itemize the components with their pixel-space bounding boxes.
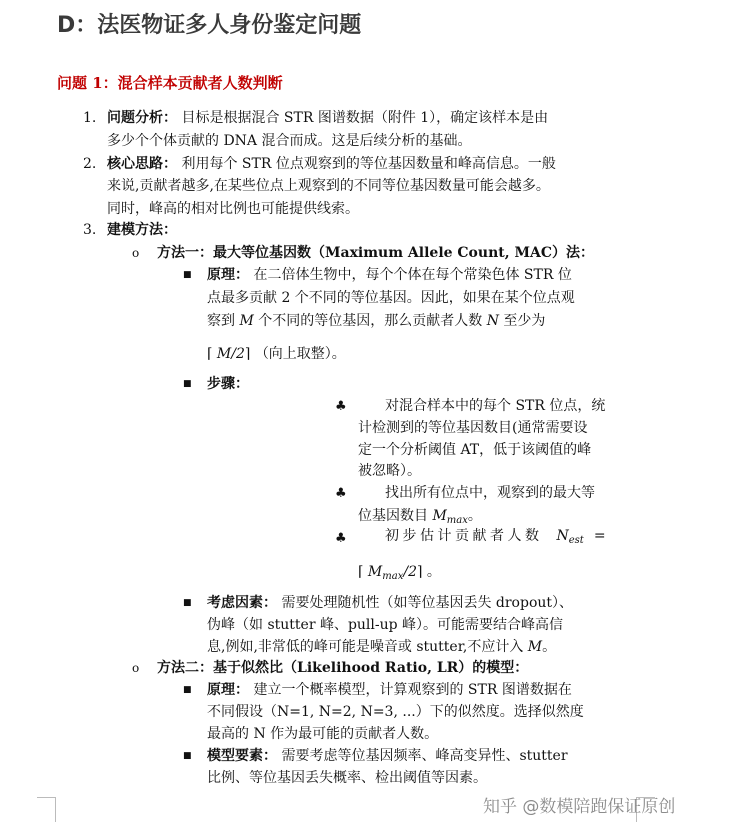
math-subscript: max (446, 515, 468, 526)
math-expr: M/2 (216, 346, 245, 362)
circle-bullet: o (132, 246, 140, 260)
principle-label: 原理： (207, 267, 249, 283)
method-1-title: 方法一：最大等位基因数（Maximum Allele Count, MAC）法： (157, 245, 594, 261)
item-2-line-2: 来说,贡献者越多,在某些位点上观察到的不同等位基因数量可能会越多。 (107, 178, 550, 194)
text: 个不同的等位基因，那么贡献者人数 (253, 313, 487, 329)
method-2-principle-line-2: 不同假设（N=1, N=2, N=3, ...）下的似然度。选择似然度 (207, 704, 584, 720)
item-2-line-3: 同时，峰高的相对比例也可能提供线索。 (107, 201, 359, 217)
watermark: 知乎 @数模陪跑保证原创 (483, 797, 676, 817)
method-2-elements-line-2: 比例、等位基因丢失概率、检出阈值等因素。 (207, 770, 487, 786)
circle-bullet: o (132, 661, 140, 675)
square-bullet-icon: ■ (183, 685, 192, 695)
math-subscript: est (568, 535, 584, 546)
page-title: D：法医物证多人身份鉴定问题 (57, 13, 362, 38)
method-2-elements-line-1 (207, 746, 568, 766)
item-1-line-2: 多少个个体贡献的 DNA 混合而成。这是后续分析的基础。 (107, 133, 472, 149)
text: 息,例如,非常低的峰可能是噪音或 stutter,不应计入 (207, 639, 528, 655)
text: 位基因数目 (358, 508, 433, 524)
text: 察到 (207, 313, 240, 329)
club-bullet-icon: ♣ (335, 531, 347, 546)
item-text: 利用每个 STR 位点观察到的等位基因数量和峰高信息。一般 (177, 156, 556, 172)
method-1-factors-line-3 (207, 637, 556, 657)
method-1-principle-line-2: 点最多贡献 2 个不同的等位基因。因此，如果在某个位点观 (207, 290, 575, 306)
math-subscript: max (382, 571, 404, 582)
equals-sign: = (593, 528, 606, 544)
method-1-formula-1 (207, 344, 346, 364)
ceil-close: ⌉ (244, 346, 251, 362)
principle-text: 在二倍体生物中，每个个体在每个常染色体 STR 位 (249, 267, 572, 283)
ceil-open: ⌈ (207, 346, 213, 362)
square-bullet-icon: ■ (183, 751, 192, 761)
square-bullet-icon: ■ (183, 379, 192, 389)
math-var: M (367, 564, 383, 580)
text: 。 (467, 508, 482, 524)
method-2-principle-line-1 (207, 680, 572, 700)
math-expr: /2 (403, 564, 417, 580)
step-1-line-1: 对混合样本中的每个 STR 位点，统 (385, 398, 606, 414)
item-2-line-1 (107, 154, 556, 174)
method-1-steps-label: 步骤： (207, 376, 249, 392)
method-1-factors-line-2: 伪峰（如 stutter 峰、pull-up 峰）。可能需要结合峰高信 (207, 617, 564, 633)
item-3-label: 建模方法： (107, 222, 177, 238)
method-2-title: 方法二：基于似然比（Likelihood Ratio, LR）的模型： (157, 660, 529, 676)
item-1-line-1 (107, 108, 548, 128)
item-text: 目标是根据混合 STR 图谱数据（附件 1），确定该样本是由 (177, 110, 549, 126)
step-3-line-1 (385, 526, 606, 551)
step-2-line-1: 找出所有位点中，观察到的最大等 (385, 485, 595, 501)
step-1-line-3: 定一个分析阈值 AT，低于该阈值的峰 (358, 442, 592, 458)
club-bullet-icon: ♣ (335, 399, 347, 414)
principle-label: 原理： (207, 682, 249, 698)
ceil-open: ⌈ (358, 564, 364, 580)
math-var: M (239, 313, 254, 329)
ceil-close: ⌉ (416, 564, 423, 580)
text: 初步估计贡献者人数 (385, 528, 543, 544)
factors-text: 需要处理随机性（如等位基因丢失 dropout）、 (277, 595, 574, 611)
text: 。 (426, 564, 441, 580)
method-1-principle-line-1 (207, 265, 572, 285)
item-number: 2. (83, 156, 97, 172)
page-corner-mark-left (37, 797, 56, 822)
step-1-line-2: 计检测到的等位基因数目(通常需要设 (358, 420, 588, 436)
method-1-principle-line-3 (207, 311, 545, 331)
elements-label: 模型要素： (207, 748, 277, 764)
method-1-factors-line-1 (207, 593, 573, 613)
item-label: 核心思路： (107, 156, 177, 172)
method-2-principle-line-3: 最高的 N 作为最可能的贡献者人数。 (207, 726, 439, 742)
text: 。 (542, 639, 557, 655)
math-var: N (556, 528, 569, 544)
text: （向上取整）。 (254, 346, 346, 362)
square-bullet-icon: ■ (183, 270, 192, 280)
step-1-line-4: 被忽略）。 (358, 463, 421, 479)
item-number: 3. (83, 222, 97, 238)
text: 至少为 (498, 313, 546, 329)
step-3-formula (358, 562, 441, 587)
elements-text: 需要考虑等位基因频率、峰高变异性、stutter (277, 748, 568, 764)
item-number: 1. (83, 110, 97, 126)
math-var: N (486, 313, 499, 329)
math-var: M (527, 639, 543, 655)
square-bullet-icon: ■ (183, 598, 192, 608)
factors-label: 考虑因素： (207, 595, 277, 611)
principle-text: 建立一个概率模型，计算观察到的 STR 图谱数据在 (249, 682, 572, 698)
item-label: 问题分析： (107, 110, 177, 126)
question-title: 问题 1：混合样本贡献者人数判断 (57, 74, 283, 92)
club-bullet-icon: ♣ (335, 486, 347, 501)
math-var: M (432, 508, 447, 524)
